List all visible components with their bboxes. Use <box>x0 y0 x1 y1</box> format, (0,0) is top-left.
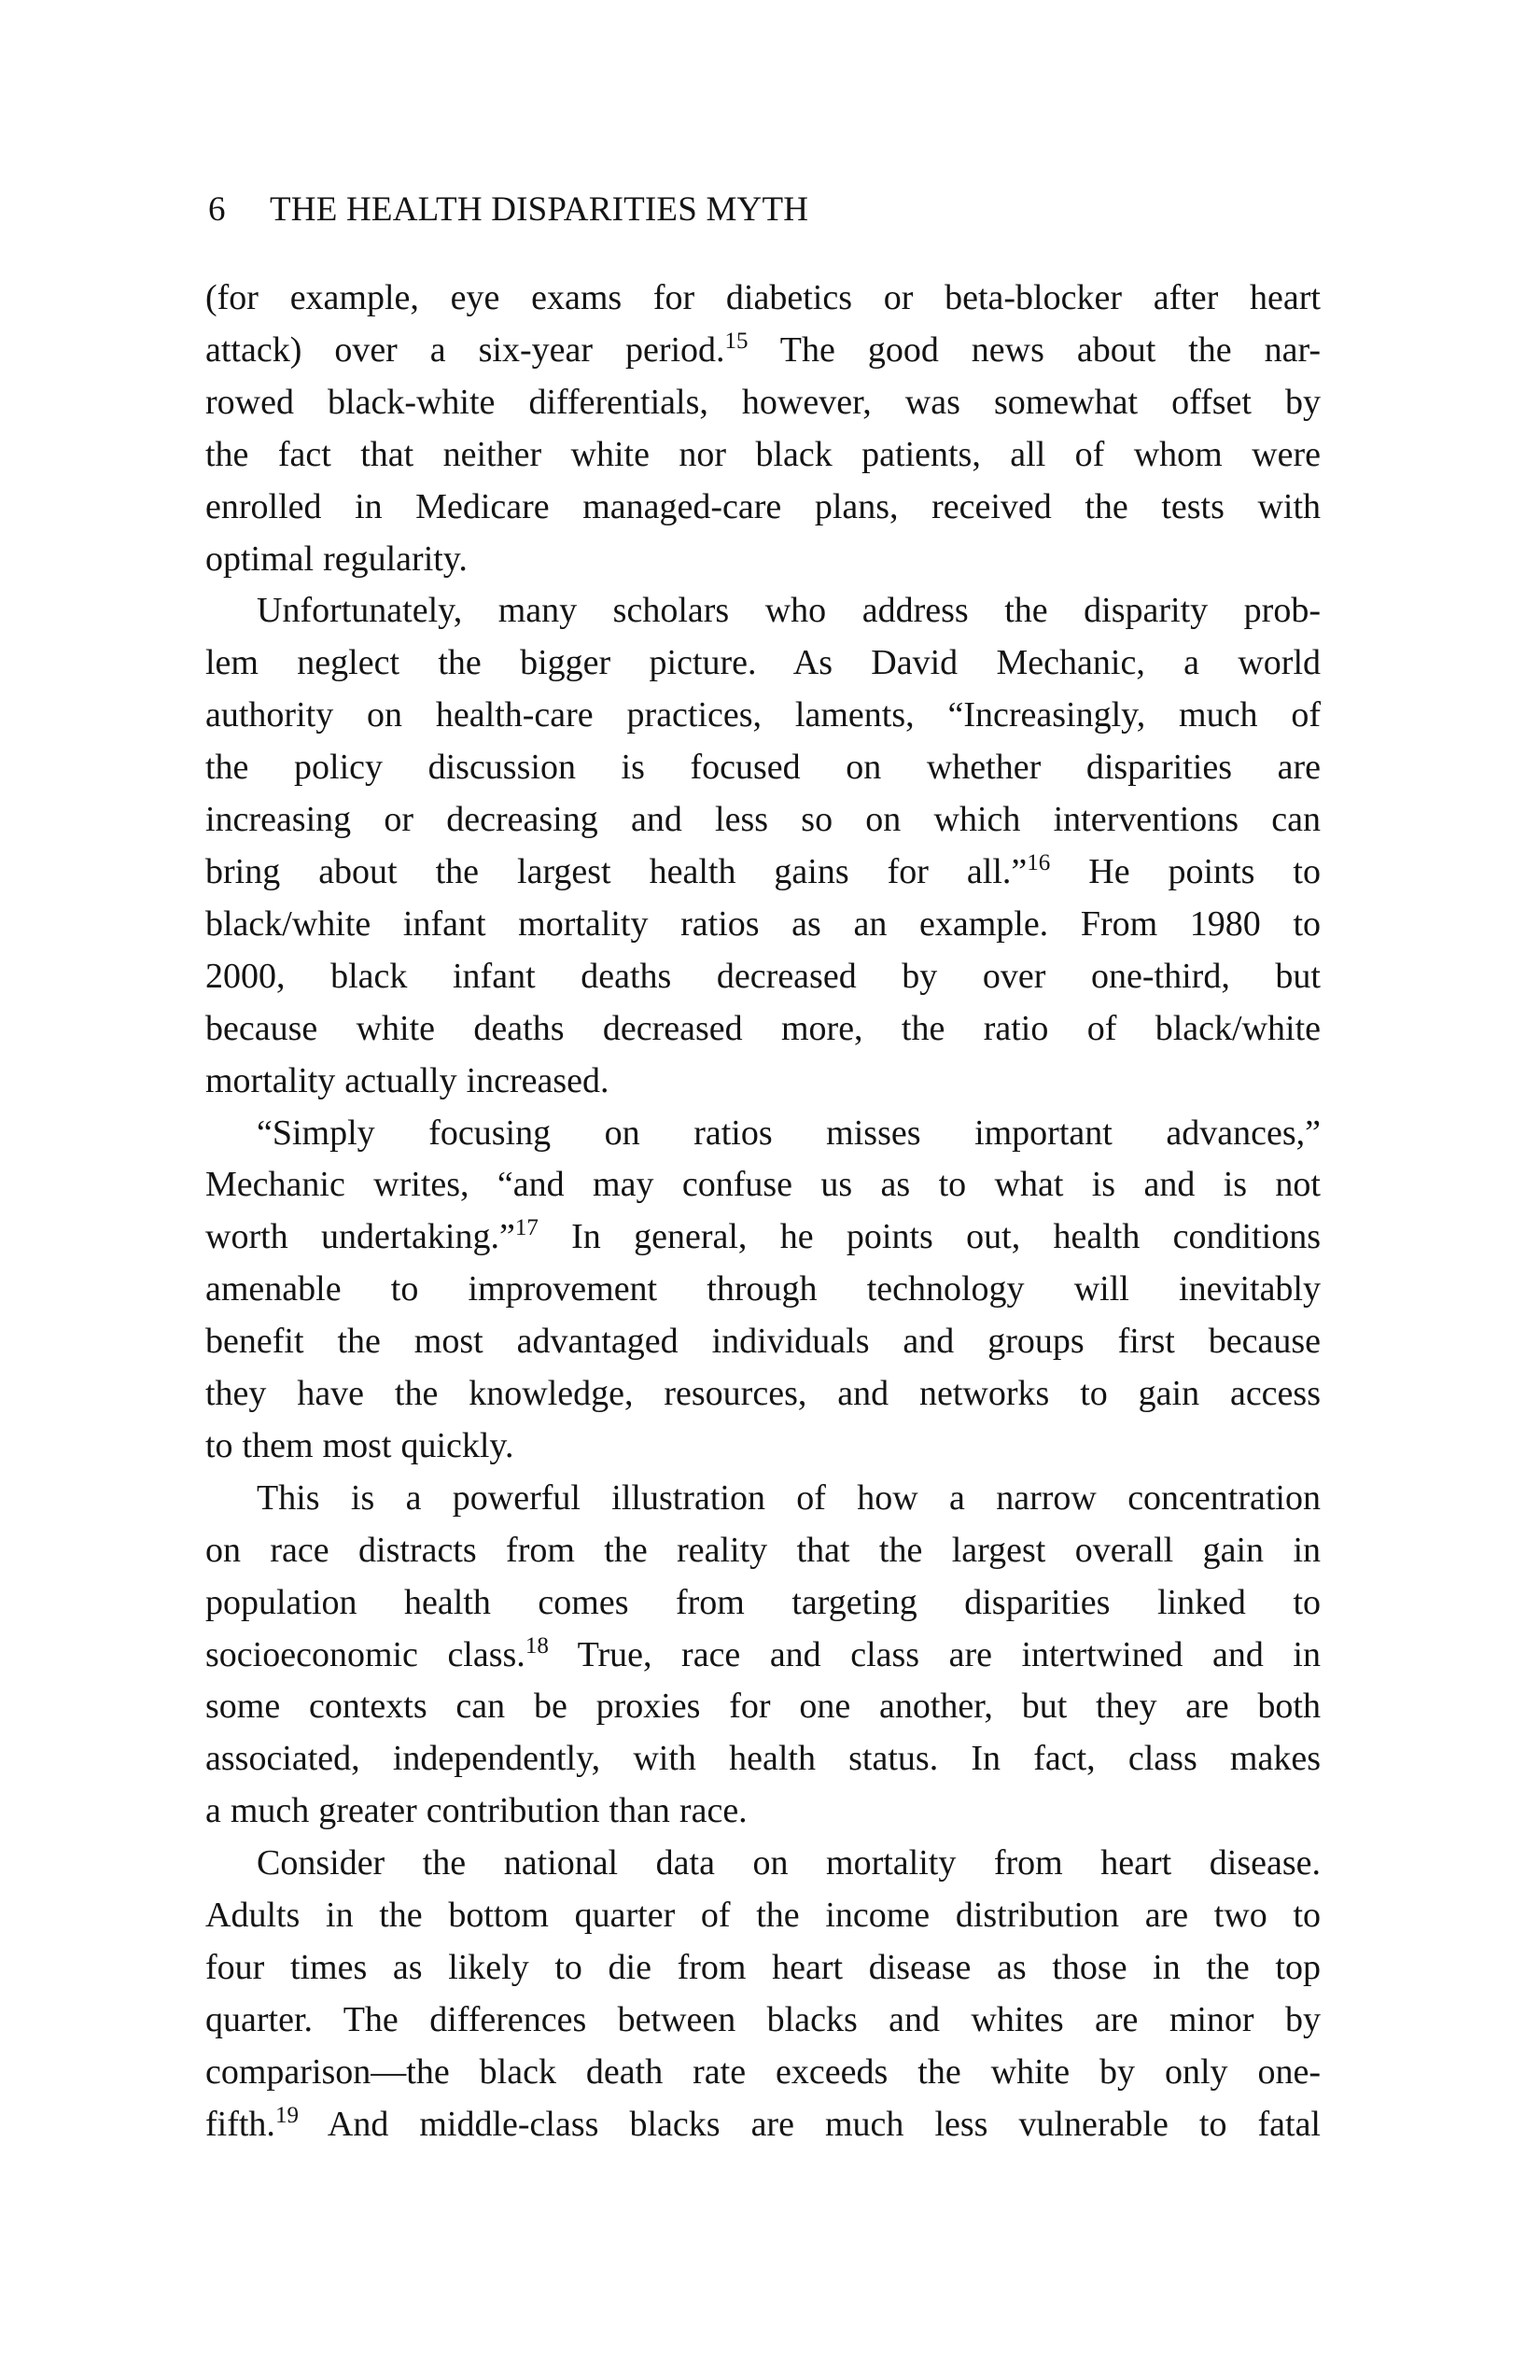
text-line: the fact that neither white nor black patients, all of whom were <box>205 434 1321 474</box>
text-line: the policy discussion is focused on whether disparities are <box>205 748 1321 788</box>
text-line: they have the knowledge, resources, and networks to gain access <box>205 1374 1321 1414</box>
text-line: socioeconomic class.$^{18}$ True, race and class are intertwined and in <box>205 1632 1321 1674</box>
text-line: authority on health-care practices, laments, “Increasingly, much of <box>205 695 1321 735</box>
text-line: worth undertaking.”$^{17}$ In general, he points out, health conditions <box>205 1215 1321 1257</box>
text-line: 2000, black infant deaths decreased by over one-third, but <box>205 956 1321 996</box>
text-line: rowed black-white differentials, however, was somewhat offset by <box>205 382 1321 422</box>
text-line: a much greater contribution than race. <box>205 1791 748 1831</box>
running-head-title: THE HEALTH DISPARITIES MYTH <box>270 190 809 229</box>
text-line: optimal regularity. <box>205 539 468 579</box>
text-line: Adults in the bottom quarter of the income distribution are two to <box>205 1896 1321 1936</box>
text-line: black/white infant mortality ratios as an example. From 1980 to <box>205 903 1321 944</box>
text-line: Unfortunately, many scholars who address the disparity prob- <box>257 591 1321 631</box>
text-line: fifth.$^{19}$ And middle-class blacks are much less vulnerable to fatal <box>205 2102 1321 2144</box>
text-line: on race distracts from the reality that the largest overall gain in <box>205 1530 1321 1570</box>
text-line: to them most quickly. <box>205 1425 514 1465</box>
text-line: lem neglect the bigger picture. As David Mechanic, a world <box>205 643 1321 683</box>
text-line: bring about the largest health gains for all.”$^{16}$ He points to <box>205 849 1321 891</box>
paragraph <box>205 1838 1321 2150</box>
text-line: (for example, eye exams for diabetics or beta-blocker after heart <box>205 278 1321 317</box>
text-line: four times as likely to die from heart disease as those in the top <box>205 1948 1321 1987</box>
footnote-ref: 19 <box>274 2102 299 2128</box>
text-line: Mechanic writes, “and may confuse us as to what is and is not <box>205 1165 1321 1205</box>
text-line: some contexts can be proxies for one another, but they are both <box>205 1687 1321 1727</box>
text-line: benefit the most advantaged individuals and groups first because <box>205 1322 1321 1362</box>
page-number: 6 <box>208 190 226 229</box>
text-line: associated, independently, with health status. In fact, class makes <box>205 1739 1321 1779</box>
book-page <box>205 0 1321 2380</box>
text-line: increasing or decreasing and less so on which interventions can <box>205 800 1321 840</box>
footnote-ref: 17 <box>514 1215 539 1241</box>
text-line: This is a powerful illustration of how a narrow concentration <box>257 1477 1321 1518</box>
paragraph <box>205 1473 1321 1838</box>
paragraph <box>205 273 1321 585</box>
text-line: because white deaths decreased more, the ratio of black/white <box>205 1008 1321 1048</box>
text-line: quarter. The differences between blacks and whites are minor by <box>205 1999 1321 2039</box>
body-text <box>205 273 1321 2151</box>
footnote-ref: 15 <box>724 328 749 354</box>
text-line: population health comes from targeting disparities linked to <box>205 1582 1321 1622</box>
footnote-ref: 18 <box>525 1632 549 1659</box>
text-line: attack) over a six-year period.$^{15}$ The good news about the nar- <box>205 328 1321 370</box>
running-head <box>208 187 808 233</box>
paragraph <box>205 1108 1321 1473</box>
text-line: enrolled in Medicare managed-care plans, received the tests with <box>205 486 1321 526</box>
text-line: Consider the national data on mortality from heart disease. <box>257 1843 1321 1883</box>
text-line: mortality actually increased. <box>205 1060 609 1100</box>
footnote-ref: 16 <box>1027 849 1051 875</box>
text-line: comparison—the black death rate exceeds the white by only one- <box>205 2051 1321 2092</box>
text-line: amenable to improvement through technology will inevitably <box>205 1269 1321 1309</box>
text-line: “Simply focusing on ratios misses important advances,” <box>257 1113 1321 1153</box>
paragraph <box>205 585 1321 1107</box>
